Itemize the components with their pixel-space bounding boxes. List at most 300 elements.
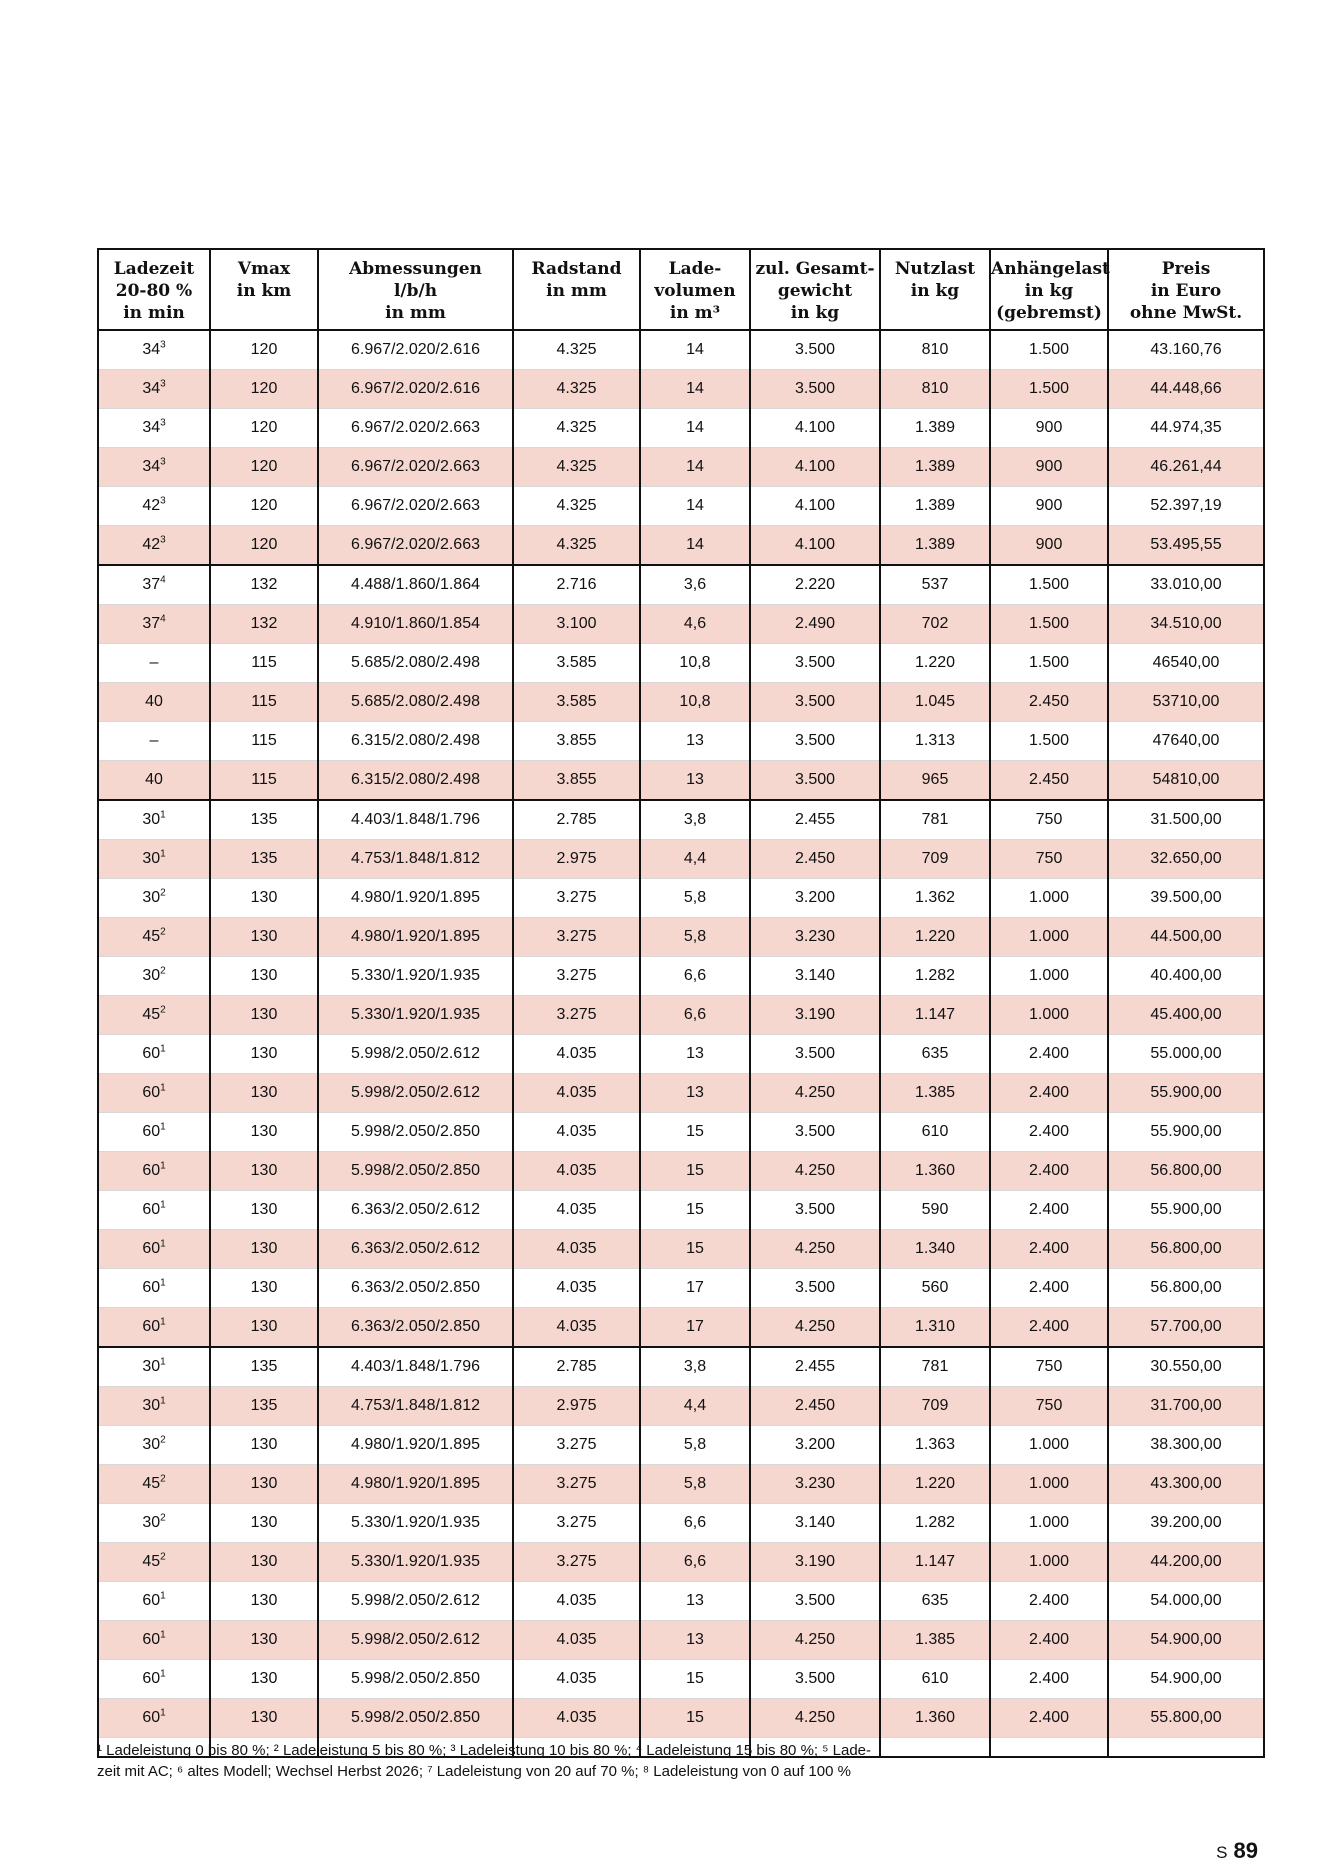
cell-value: 4.100 (794, 458, 836, 475)
table-row (98, 683, 1264, 722)
table-cell (513, 448, 640, 487)
table-cell (210, 1269, 318, 1308)
table-cell (513, 1387, 640, 1426)
cell-value: 1.363 (914, 1436, 956, 1453)
table-cell (750, 1660, 880, 1699)
cell-value: 13 (686, 1045, 704, 1062)
table-cell (880, 1152, 990, 1191)
table-row (98, 526, 1264, 566)
table-cell (513, 683, 640, 722)
footnote-marker: 1 (160, 1395, 166, 1407)
footnote-marker: 1 (160, 1356, 166, 1368)
cell-value: 750 (1035, 1358, 1063, 1375)
column-header: Anhängelast in kg (gebremst) (990, 249, 1108, 330)
column-header: Lade- volumen in m³ (640, 249, 750, 330)
cell-value: 1.220 (914, 654, 956, 671)
table-cell (513, 1347, 640, 1387)
cell-value: 5.998/2.050/2.612 (350, 1084, 480, 1101)
table-cell (640, 879, 750, 918)
table-cell (750, 409, 880, 448)
footnote-marker: 2 (160, 1473, 166, 1485)
cell-value: 14 (686, 497, 704, 514)
table-cell (210, 879, 318, 918)
table-cell (880, 1269, 990, 1308)
cell-value: 115 (251, 693, 277, 710)
table-cell (1108, 644, 1264, 683)
table-cell (1108, 1074, 1264, 1113)
cell-value: 15 (686, 1670, 704, 1687)
table-cell (640, 1074, 750, 1113)
table-cell (640, 722, 750, 761)
cell-value: 3.855 (556, 771, 597, 788)
table-cell (990, 330, 1108, 370)
table-cell (513, 330, 640, 370)
table-cell (750, 644, 880, 683)
table-cell (98, 1191, 210, 1230)
table-cell (98, 1035, 210, 1074)
cell-value: 2.400 (1028, 1123, 1070, 1140)
table-cell (210, 1387, 318, 1426)
table-cell (880, 1113, 990, 1152)
footnote-marker: 1 (160, 1160, 166, 1172)
table-cell (750, 1543, 880, 1582)
cell-value: 39.200,00 (1150, 1514, 1222, 1531)
table-cell (990, 565, 1108, 605)
cell-value: 5,8 (683, 1475, 707, 1492)
table-cell (750, 1113, 880, 1152)
table-cell (990, 1191, 1108, 1230)
table-cell (750, 957, 880, 996)
table-cell (1108, 1035, 1264, 1074)
cell-value: 3.230 (794, 1475, 836, 1492)
table-cell (318, 565, 513, 605)
table-cell (513, 957, 640, 996)
table-cell (318, 605, 513, 644)
cell-value: 5,8 (683, 928, 707, 945)
cell-value: 60 (142, 1670, 161, 1687)
table-cell (750, 1269, 880, 1308)
table-cell (318, 1308, 513, 1348)
cell-value: 4.325 (556, 380, 597, 397)
column-header: Nutzlast in kg (880, 249, 990, 330)
table-cell (98, 605, 210, 644)
table-cell (513, 1269, 640, 1308)
table-cell (210, 1504, 318, 1543)
table-cell (1108, 370, 1264, 409)
table-cell (750, 800, 880, 840)
cell-value: 60 (142, 1279, 161, 1296)
cell-value: 3.585 (556, 693, 597, 710)
table-row (98, 565, 1264, 605)
cell-value: 6.363/2.050/2.850 (350, 1279, 480, 1296)
cell-value: 55.900,00 (1150, 1201, 1222, 1218)
cell-value: 781 (921, 1358, 949, 1375)
table-cell (1108, 1621, 1264, 1660)
table-row (98, 1582, 1264, 1621)
cell-value: 60 (142, 1045, 161, 1062)
table-cell (880, 1660, 990, 1699)
table-cell (210, 409, 318, 448)
cell-value: 135 (250, 1397, 278, 1414)
cell-value: 3.500 (794, 654, 836, 671)
cell-value: 610 (921, 1670, 949, 1687)
table-cell (98, 370, 210, 409)
table-row (98, 840, 1264, 879)
table-cell (210, 1543, 318, 1582)
table-cell (1108, 1543, 1264, 1582)
table-cell (750, 996, 880, 1035)
cell-value: 43.160,76 (1150, 341, 1222, 358)
cell-value: 560 (921, 1279, 949, 1296)
cell-value: 1.220 (914, 928, 956, 945)
table-row (98, 330, 1264, 370)
table-cell (98, 1699, 210, 1738)
page-number (1216, 1838, 1258, 1864)
footnote-marker: 1 (160, 848, 166, 860)
table-cell (318, 1465, 513, 1504)
cell-value: 55.900,00 (1150, 1123, 1222, 1140)
cell-value: 14 (686, 419, 704, 436)
table-cell (210, 722, 318, 761)
cell-value: 3.855 (556, 732, 597, 749)
table-cell (990, 879, 1108, 918)
cell-value: 120 (250, 380, 278, 397)
cell-value: 120 (250, 536, 278, 553)
cell-value: 3.140 (794, 967, 836, 984)
cell-value: 60 (142, 1084, 161, 1101)
table-cell (513, 1621, 640, 1660)
table-cell (318, 683, 513, 722)
footnote-line: ¹ Ladeleistung 0 bis 80 %; ² Ladeleistung 5 bis 80 %; ³ Ladeleistung 10 bis 80 %; ⁴ Ladeleistung 15 bis 80 %; ⁵ Lade- (97, 1742, 871, 1759)
table-cell (750, 722, 880, 761)
footnote-marker: 2 (160, 965, 166, 977)
cell-value: 1.389 (914, 536, 956, 553)
cell-value: 1.500 (1028, 380, 1070, 397)
table-row (98, 1426, 1264, 1465)
table-cell (513, 1465, 640, 1504)
table-cell (98, 1230, 210, 1269)
cell-value: 13 (686, 1631, 704, 1648)
table-cell (750, 879, 880, 918)
table-cell (210, 1699, 318, 1738)
footnote-marker: 2 (160, 887, 166, 899)
table-cell (98, 1465, 210, 1504)
table-cell (98, 1543, 210, 1582)
cell-value: 3.275 (556, 928, 597, 945)
cell-value: 45 (142, 1006, 161, 1023)
cell-value: 60 (142, 1201, 161, 1218)
table-row (98, 605, 1264, 644)
table-cell (318, 1152, 513, 1191)
cell-value: 30 (142, 967, 161, 984)
cell-value: 52.397,19 (1150, 497, 1222, 514)
table-cell (98, 330, 210, 370)
cell-value: 1.385 (914, 1084, 956, 1101)
table-cell (513, 800, 640, 840)
table-cell (210, 448, 318, 487)
table-row (98, 996, 1264, 1035)
column-header: Preis in Euro ohne MwSt. (1108, 249, 1264, 330)
cell-value: 3.275 (556, 967, 597, 984)
table-cell (513, 1504, 640, 1543)
cell-value: 5.998/2.050/2.850 (350, 1670, 480, 1687)
table-cell (880, 1387, 990, 1426)
cell-value: 1.045 (914, 693, 956, 710)
table-cell (990, 644, 1108, 683)
table-cell (98, 1152, 210, 1191)
cell-value: 43.300,00 (1150, 1475, 1222, 1492)
footnote-marker: 3 (160, 495, 166, 507)
table-cell (98, 1582, 210, 1621)
table-row (98, 957, 1264, 996)
footnote-marker: 3 (160, 339, 166, 351)
cell-value: 1.362 (914, 889, 956, 906)
cell-value: 6,6 (683, 1553, 707, 1570)
cell-value: 53710,00 (1152, 693, 1220, 710)
cell-value: 1.220 (914, 1475, 956, 1492)
cell-value: 130 (250, 1709, 278, 1726)
table-row (98, 1230, 1264, 1269)
cell-value: 1.389 (914, 497, 956, 514)
footnote-marker: 1 (160, 1629, 166, 1641)
cell-value: 30 (142, 1358, 161, 1375)
table-cell (990, 1035, 1108, 1074)
table-cell (750, 1074, 880, 1113)
cell-value: 31.700,00 (1150, 1397, 1222, 1414)
cell-value: 1.340 (914, 1240, 956, 1257)
cell-value: 2.716 (556, 576, 597, 593)
table-cell (98, 683, 210, 722)
table-cell (98, 1113, 210, 1152)
cell-value: 750 (1035, 850, 1063, 867)
cell-value: 135 (250, 850, 278, 867)
table-cell (640, 1347, 750, 1387)
footnote-marker: 1 (160, 1590, 166, 1602)
cell-value: 3.275 (556, 1475, 597, 1492)
cell-value: 15 (686, 1709, 704, 1726)
table-cell (990, 1387, 1108, 1426)
table-cell (98, 996, 210, 1035)
cell-value: 14 (686, 380, 704, 397)
cell-value: 30 (142, 1397, 161, 1414)
table-cell (318, 1035, 513, 1074)
table-cell (880, 565, 990, 605)
cell-value: 42 (142, 536, 161, 553)
table-cell (98, 448, 210, 487)
table-cell (880, 330, 990, 370)
cell-value: 45.400,00 (1150, 1006, 1222, 1023)
cell-value: 130 (250, 1201, 278, 1218)
table-cell (990, 1347, 1108, 1387)
table-cell (990, 409, 1108, 448)
cell-value: 3.500 (794, 1592, 836, 1609)
cell-value: 2.400 (1028, 1592, 1070, 1609)
cell-value: 5.998/2.050/2.850 (350, 1162, 480, 1179)
cell-value: 33.010,00 (1150, 576, 1222, 593)
cell-value: 5.685/2.080/2.498 (350, 693, 480, 710)
table-cell (1108, 996, 1264, 1035)
cell-value: 6,6 (683, 967, 707, 984)
table-cell (1108, 1699, 1264, 1738)
footnote-marker: 1 (160, 1707, 166, 1719)
table-cell (1108, 1387, 1264, 1426)
table-cell (98, 722, 210, 761)
column-header: Vmax in km (210, 249, 318, 330)
cell-value: 47640,00 (1152, 732, 1220, 749)
table-cell (750, 370, 880, 409)
cell-value: 3.100 (556, 615, 597, 632)
table-cell (1108, 879, 1264, 918)
table-row (98, 1543, 1264, 1582)
table-cell (640, 1582, 750, 1621)
table-cell (640, 526, 750, 566)
table-cell (98, 1504, 210, 1543)
table-cell (880, 1035, 990, 1074)
table-row (98, 1152, 1264, 1191)
cell-value: 31.500,00 (1150, 811, 1222, 828)
cell-value: 4,4 (683, 850, 707, 867)
table-cell (210, 1465, 318, 1504)
cell-value: 1.500 (1028, 576, 1070, 593)
table-row (98, 1035, 1264, 1074)
table-cell (98, 761, 210, 801)
cell-value: 1.147 (914, 1006, 956, 1023)
cell-value: 60 (142, 1240, 161, 1257)
cell-value: 44.200,00 (1150, 1553, 1222, 1570)
table-cell (98, 644, 210, 683)
table-cell (318, 722, 513, 761)
table-cell (210, 1621, 318, 1660)
table-cell (98, 1660, 210, 1699)
footnote-marker: 2 (160, 1004, 166, 1016)
table-cell (880, 1308, 990, 1348)
table-cell (210, 683, 318, 722)
table-cell (750, 1699, 880, 1738)
table-cell (318, 1426, 513, 1465)
table-cell (990, 1426, 1108, 1465)
table-row (98, 1465, 1264, 1504)
cell-value: 37 (142, 576, 161, 593)
cell-value: 2.400 (1028, 1084, 1070, 1101)
cell-value: 2.450 (794, 1397, 836, 1414)
cell-value: 132 (250, 615, 278, 632)
table-cell (990, 722, 1108, 761)
table-cell (318, 1582, 513, 1621)
cell-value: 3.500 (794, 693, 836, 710)
cell-value: 1.000 (1028, 1006, 1070, 1023)
table-row (98, 918, 1264, 957)
cell-value: 3.275 (556, 1514, 597, 1531)
cell-value: 1.000 (1028, 1436, 1070, 1453)
table-cell (880, 879, 990, 918)
table-cell (318, 840, 513, 879)
table-cell (98, 409, 210, 448)
footnotes (97, 1740, 917, 1782)
table-row (98, 879, 1264, 918)
cell-value: 17 (686, 1318, 704, 1335)
cell-value: 135 (250, 811, 278, 828)
cell-value: 120 (250, 458, 278, 475)
table-cell (640, 1035, 750, 1074)
cell-value: 34.510,00 (1150, 615, 1222, 632)
table-cell (750, 605, 880, 644)
table-cell (210, 957, 318, 996)
footnote-marker: 2 (160, 1551, 166, 1563)
footnote-marker: 4 (160, 613, 166, 625)
table-cell (880, 683, 990, 722)
table-row (98, 1308, 1264, 1348)
table-cell (990, 605, 1108, 644)
cell-value: 2.450 (1028, 693, 1070, 710)
table-cell (880, 644, 990, 683)
cell-value: 1.500 (1028, 615, 1070, 632)
table-cell (318, 487, 513, 526)
table-cell (513, 1308, 640, 1348)
table-row (98, 722, 1264, 761)
table-cell (318, 957, 513, 996)
table-cell (640, 370, 750, 409)
cell-value: 3.585 (556, 654, 597, 671)
footnote-marker: 1 (160, 1277, 166, 1289)
cell-value: 2.785 (556, 1358, 597, 1375)
table-cell (513, 565, 640, 605)
table-cell (880, 1191, 990, 1230)
cell-value: 120 (250, 419, 278, 436)
cell-value: 3.275 (556, 889, 597, 906)
table-cell (318, 526, 513, 566)
table-cell (750, 487, 880, 526)
cell-value: 4.325 (556, 419, 597, 436)
table-cell (210, 1113, 318, 1152)
cell-value: 3,6 (683, 576, 707, 593)
cell-value: 702 (921, 615, 949, 632)
cell-value: 4.035 (556, 1709, 597, 1726)
cell-value: 13 (686, 1084, 704, 1101)
cell-value: 4.325 (556, 458, 597, 475)
cell-value: 900 (1035, 497, 1063, 514)
cell-value: 17 (686, 1279, 704, 1296)
cell-value: 130 (250, 1592, 278, 1609)
table-cell (318, 918, 513, 957)
cell-value: 44.500,00 (1150, 928, 1222, 945)
table-row (98, 370, 1264, 409)
page-number-value: 89 (1233, 1838, 1258, 1863)
table-cell (750, 1426, 880, 1465)
table-cell (318, 1621, 513, 1660)
cell-value: 1.360 (914, 1709, 956, 1726)
cell-value: 45 (142, 928, 161, 945)
footnote-marker: 1 (160, 1316, 166, 1328)
table-cell (513, 761, 640, 801)
cell-value: 635 (921, 1592, 949, 1609)
cell-value: 6.363/2.050/2.850 (350, 1318, 480, 1335)
footnote-marker: 3 (160, 378, 166, 390)
table-cell (880, 1543, 990, 1582)
cell-value: 15 (686, 1240, 704, 1257)
table-cell (750, 918, 880, 957)
table-cell (1108, 1152, 1264, 1191)
cell-value: 810 (921, 380, 949, 397)
table-cell (750, 683, 880, 722)
table-cell (640, 1191, 750, 1230)
table-row (98, 761, 1264, 801)
cell-value: 1.147 (914, 1553, 956, 1570)
cell-value: 4.035 (556, 1240, 597, 1257)
table-cell (640, 487, 750, 526)
table-cell (513, 526, 640, 566)
cell-value: 10,8 (679, 654, 711, 671)
table-cell (318, 1269, 513, 1308)
